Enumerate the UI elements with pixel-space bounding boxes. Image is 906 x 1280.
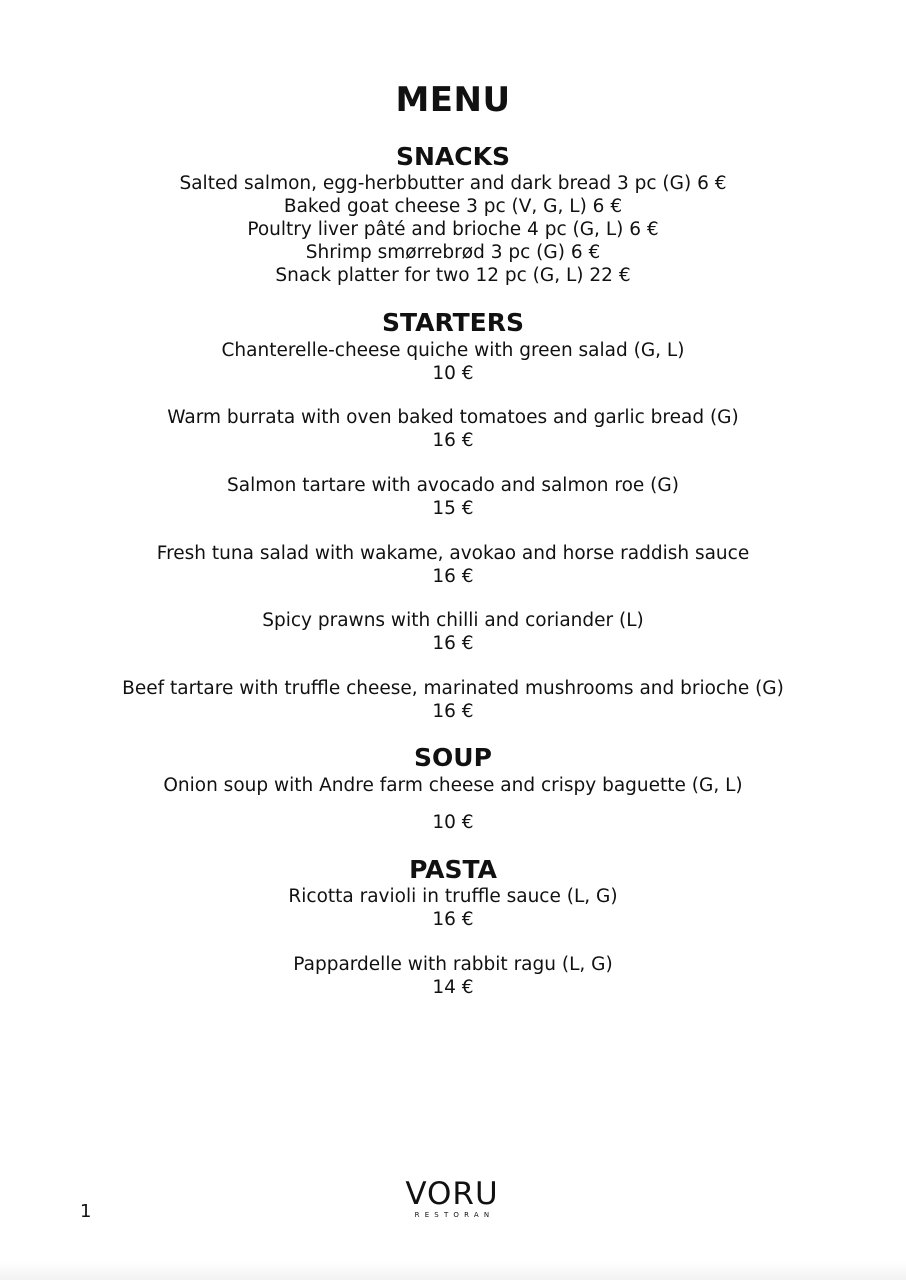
pasta-name: Pappardelle with rabbit ragu (L, G) xyxy=(293,954,613,975)
menu-title: MENU xyxy=(395,80,511,120)
soup-name: Onion soup with Andre farm cheese and crispy baguette (G, L) xyxy=(163,775,743,796)
pasta-price: 16 € xyxy=(432,909,474,930)
logo-subtitle: RESTORAN xyxy=(414,1211,495,1219)
soup-heading: SOUP xyxy=(414,743,492,772)
starter-name: Spicy prawns with chilli and coriander (L) xyxy=(262,610,644,631)
pasta-name: Ricotta ravioli in truffle sauce (L, G) xyxy=(288,886,618,907)
pasta-heading: PASTA xyxy=(409,855,497,884)
starter-price: 16 € xyxy=(432,633,474,654)
starter-price: 16 € xyxy=(432,566,474,587)
starter-name: Salmon tartare with avocado and salmon roe (G) xyxy=(227,475,679,496)
starter-price: 16 € xyxy=(432,430,474,451)
starter-price: 15 € xyxy=(432,498,474,519)
starter-name: Fresh tuna salad with wakame, avokao and horse raddish sauce xyxy=(156,543,750,564)
starter-price: 16 € xyxy=(432,701,474,722)
starter-name: Beef tartare with truffle cheese, marinated mushrooms and brioche (G) xyxy=(122,678,784,699)
pasta-price: 14 € xyxy=(432,977,474,998)
page-number: 1 xyxy=(80,1201,92,1222)
snack-item: Salted salmon, egg-herbbutter and dark bread 3 pc (G) 6 € xyxy=(179,173,727,194)
snack-item: Baked goat cheese 3 pc (V, G, L) 6 € xyxy=(283,196,623,217)
starter-name: Warm burrata with oven baked tomatoes and garlic bread (G) xyxy=(167,407,739,428)
starter-name: Chanterelle-cheese quiche with green salad (G, L) xyxy=(221,340,685,361)
snacks-heading: SNACKS xyxy=(395,142,510,171)
snack-item: Poultry liver pâté and brioche 4 pc (G, L) 6 € xyxy=(247,219,659,240)
starters-heading: STARTERS xyxy=(382,308,524,337)
logo-word: VORU xyxy=(405,1176,499,1212)
soup-price: 10 € xyxy=(432,812,474,833)
snack-item: Shrimp smørrebrød 3 pc (G) 6 € xyxy=(305,242,601,263)
voru-logo xyxy=(396,1178,508,1219)
starter-price: 10 € xyxy=(432,363,474,384)
snack-item: Snack platter for two 12 pc (G, L) 22 € xyxy=(275,265,631,286)
